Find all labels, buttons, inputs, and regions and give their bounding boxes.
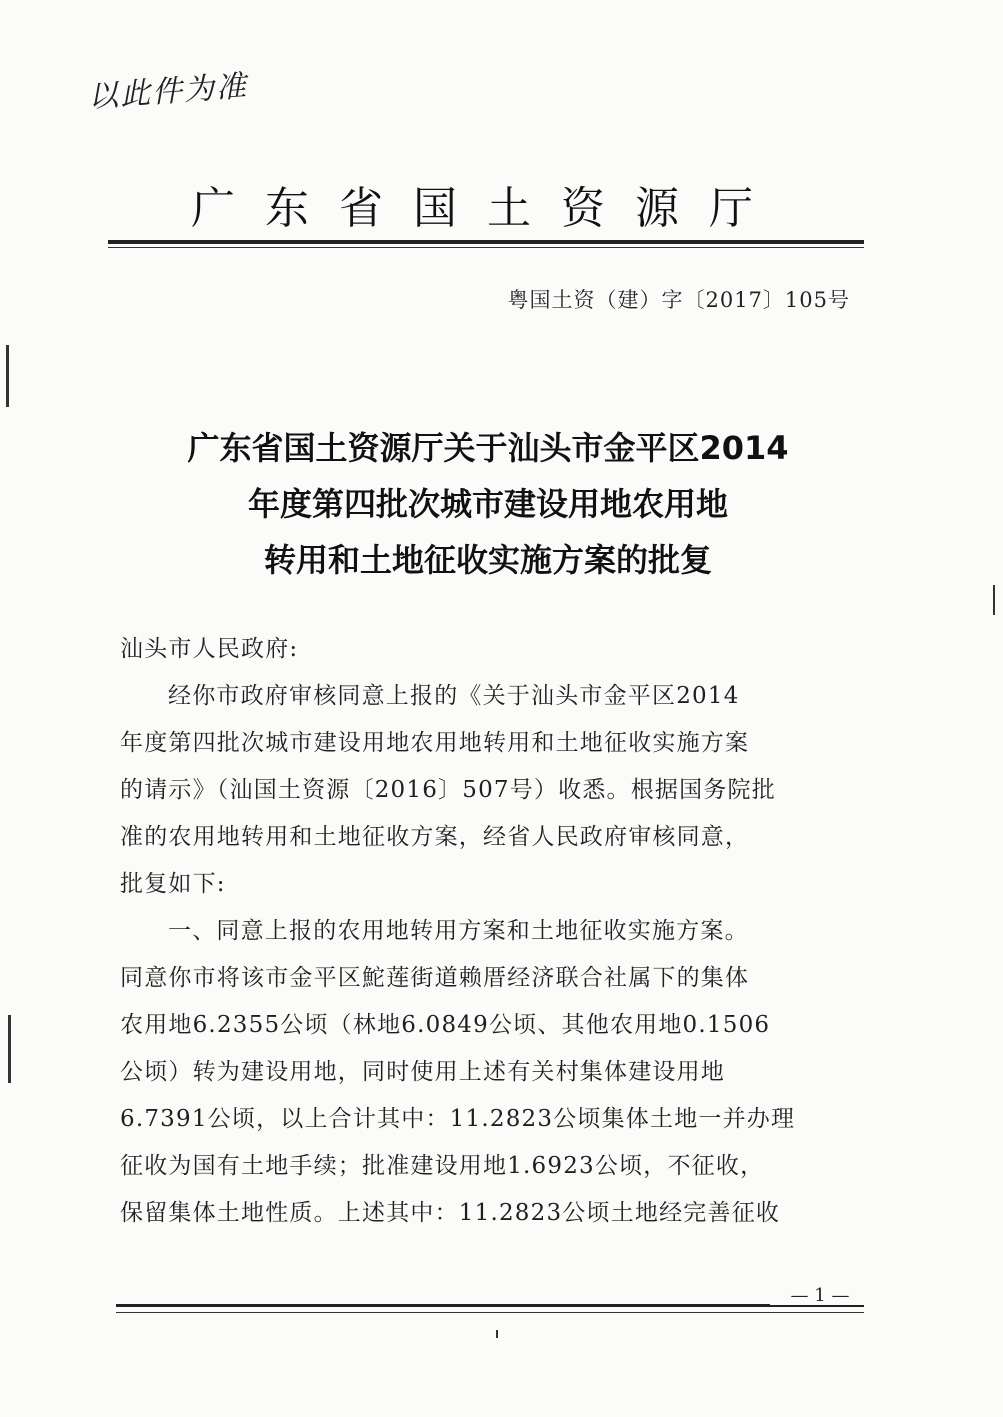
paragraph-line: 批复如下: [120, 871, 226, 897]
paragraph-line: 6.7391公顷，以上合计其中：11.2823公顷集体土地一并办理 [120, 1106, 796, 1132]
paragraph-line: 征收为国有土地手续；批准建设用地1.6923公顷，不征收， [120, 1153, 765, 1179]
paragraph-line: 的请示》（汕国土资源〔2016〕507号）收悉。根据国务院批 [120, 777, 776, 803]
paragraph-line: 一、同意上报的农用地转用方案和土地征收实施方案。 [168, 918, 749, 944]
footer-divider-thin [116, 1312, 864, 1313]
paragraph-line: 年度第四批次城市建设用地农用地转用和土地征收实施方案 [120, 730, 750, 756]
addressee: 汕头市人民政府: [120, 636, 299, 662]
letterhead-title: 广东省国土资源厅 [191, 183, 783, 234]
paragraph-line: 同意你市将该市金平区鮀莲街道赖厝经济联合社属下的集体 [120, 965, 750, 991]
letterhead-divider [108, 240, 864, 244]
document-title [100, 420, 876, 588]
scan-artifact-mark [993, 585, 995, 615]
paragraph-line: 经你市政府审核同意上报的《关于汕头市金平区2014 [168, 683, 740, 709]
title-line: 转用和土地征收实施方案的批复 [263, 541, 712, 579]
letterhead-divider-thin [108, 247, 864, 248]
footer-divider [116, 1304, 864, 1307]
scan-artifact-mark [496, 1330, 498, 1338]
page-number: — 1 — [770, 1287, 870, 1305]
paragraph-line: 农用地6.2355公顷（林地6.0849公顷、其他农用地0.1506 [120, 1012, 771, 1038]
handwritten-note: 以此件为准 [87, 68, 250, 115]
paragraph-line: 公顷）转为建设用地，同时使用上述有关村集体建设用地 [120, 1059, 725, 1085]
document-number: 粤国土资（建）字〔2017〕105号 [507, 288, 850, 312]
document-body [120, 626, 860, 1237]
title-line: 广东省国土资源厅关于汕头市金平区2014 [187, 429, 789, 467]
paragraph-line: 准的农用地转用和土地征收方案，经省人民政府审核同意， [120, 824, 750, 850]
scan-artifact-mark [8, 1015, 11, 1083]
scan-artifact-mark [6, 345, 9, 407]
title-line: 年度第四批次城市建设用地农用地 [247, 485, 728, 523]
paragraph-line: 保留集体土地性质。上述其中：11.2823公顷土地经完善征收 [120, 1200, 781, 1226]
